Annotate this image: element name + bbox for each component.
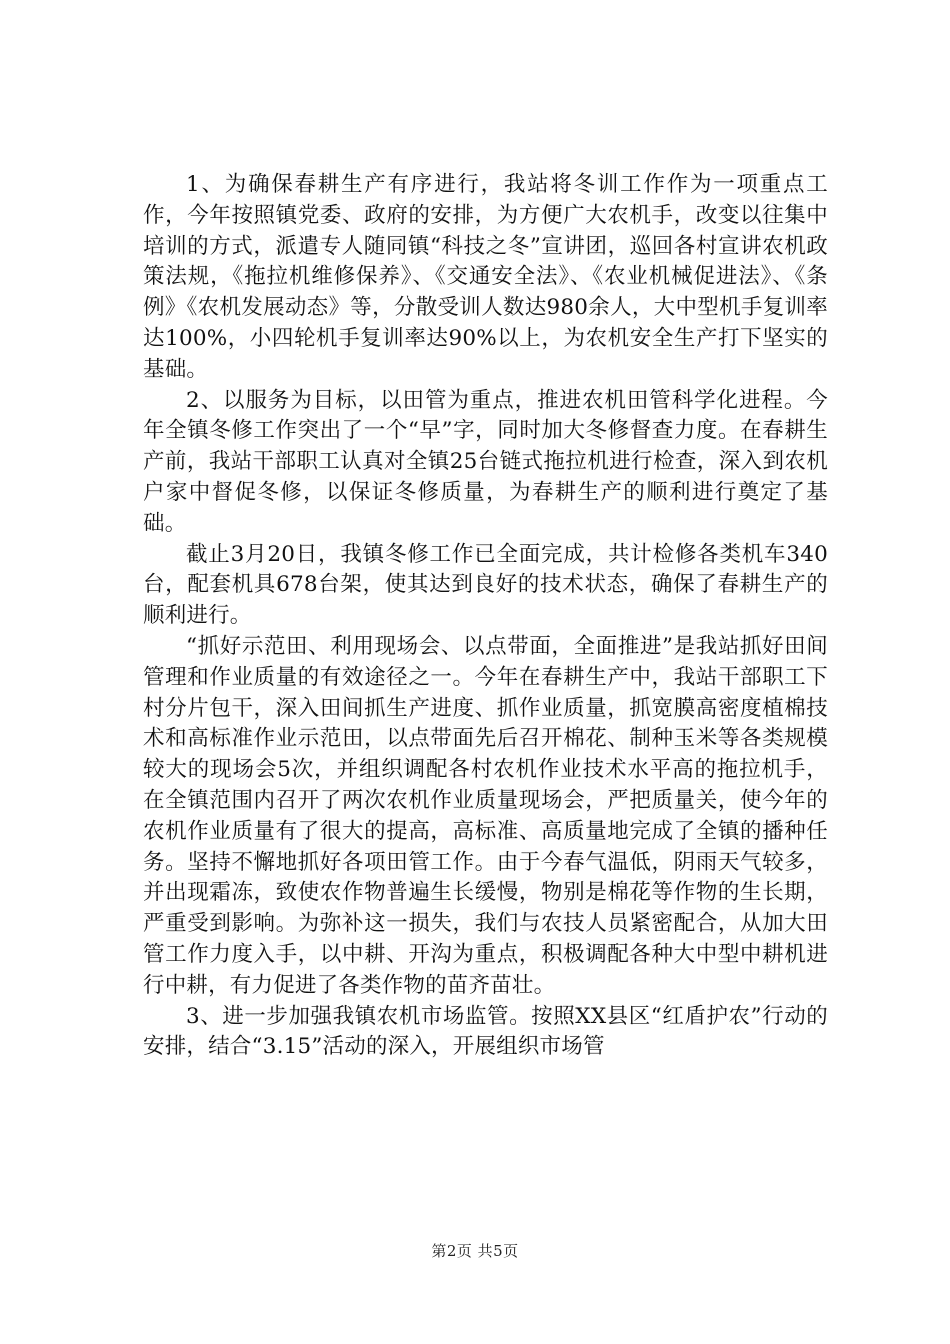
page-footer-number: 第2页 共5页 [431, 1242, 519, 1260]
paragraph-winter-repair-completion: 截止3月20日，我镇冬修工作已全面完成，共计检修各类机车340台，配套机具678台架，使其达到良好的技术状态，确保了春耕生产的顺利进行。 [143, 541, 828, 629]
paragraph-field-management: 2、以服务为目标，以田管为重点，推进农机田管科学化进程。今年全镇冬修工作突出了一个“早”字，同时加大冬修督查力度。在春耕生产前，我站干部职工认真对全镇25台链式拖拉机进行检查，深入到农机户家中督促冬修，以保证冬修质量，为春耕生产的顺利进行奠定了基础。 [143, 387, 828, 536]
paragraph-market-supervision: 3、进一步加强我镇农机市场监管。按照XX县区“红盾护农”行动的安排，结合“3.15”活动的深入，开展组织市场管 [143, 1003, 828, 1060]
paragraph-demonstration-fields: “抓好示范田、利用现场会、以点带面，全面推进”是我站抓好田间管理和作业质量的有效途径之一。今年在春耕生产中，我站干部职工下村分片包干，深入田间抓生产进度、抓作业质量，抓宽膜高密度植棉技术和高标准作业示范田，以点带面先后召开棉花、制种玉米等各类规模较大的现场会5次，并组织调配各村农机作业技术水平高的拖拉机手，在全镇范围内召开了两次农机作业质量现场会，严把质量关，使今年的农机作业质量有了很大的提高，高标准、高质量地完成了全镇的播种任务。坚持不懈地抓好各项田管工作。由于今春气温低，阴雨天气较多，并出现霜冻，致使农作物普遍生长缓慢，物别是棉花等作物的生长期，严重受到影响。为弥补这一损失，我们与农技人员紧密配合，从加大田管工作力度入手，以中耕、开沟为重点，积极调配各种大中型中耕机进行中耕，有力促进了各类作物的苗齐苗壮。 [143, 633, 828, 998]
paragraph-winter-training: 1、为确保春耕生产有序进行，我站将冬训工作作为一项重点工作，今年按照镇党委、政府的安排，为方便广大农机手，改变以往集中培训的方式，派遣专人随同镇“科技之冬”宣讲团，巡回各村宣讲农机政策法规，《拖拉机维修保养》、《交通安全法》、《农业机械促进法》、《条例》《农机发展动态》等，分散受训人数达980余人，大中型机手复训率达100%，小四轮机手复训率达90%以上，为农机安全生产打下坚实的基础。 [143, 172, 828, 382]
document-body [143, 170, 828, 1063]
